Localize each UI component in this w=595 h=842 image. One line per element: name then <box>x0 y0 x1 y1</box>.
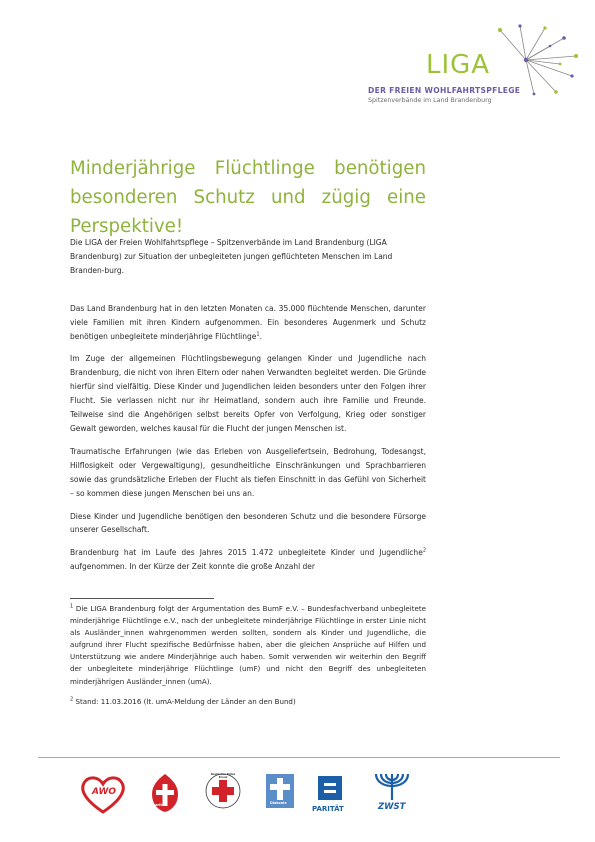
footnote-1-marker: 1 <box>70 603 74 610</box>
document-title: Minderjährige Flüchtlinge benötigen besonderen Schutz und zügig eine Perspektive! <box>70 158 426 238</box>
menorah-icon <box>372 770 412 802</box>
drk-label: Deutsches Rotes Kreuz <box>210 773 236 779</box>
awo-label: AWO <box>92 787 117 797</box>
awo-logo <box>80 774 126 818</box>
footnote-1-text: Die LIGA Brandenburg folgt der Argumentation des BumF e.V. – Bundesfachverband unbegleitete minderjährige Flüchtlinge e.V., nach der unbegleitete minderjährige Flüchtlinge in erster Linie nicht als Ausländer_innen wahrgenommen werden sollten, sondern als Kinder und Jugendliche, die aufgrund ihrer Flucht spezifische Bedürfnisse haben, aber die gleichen Ansprüche auf Hilfen und Unterstützung wie andere Minderjährige auch haben. Somit verwenden wir weiterhin den Begriff der unbegleitete minderjährige Flüchtlinge (umF) und nicht den Begriff des unbegleiteten minderjährigen Ausländer_innen (umA). <box>70 604 426 686</box>
zwst-label: ZWST <box>378 802 406 812</box>
flame-cross-icon <box>148 772 182 814</box>
logo-tagline: Spitzenverbände im Land Brandenburg <box>368 97 492 104</box>
footnotes <box>70 603 426 716</box>
diakonie-label: Diakonie <box>270 801 287 805</box>
zwst-logo <box>372 770 412 812</box>
footnote-1 <box>70 603 426 688</box>
paragraph-2: Im Zuge der allgemeinen Flüchtlingsbewegung gelangen Kinder und Jugendliche nach Brandenburg, die nicht von ihren Eltern oder nahen Verwandten begleitet werden. Die Gründe hierfür sind vielfältig. Diese Kinder und Jugendlichen leiden besonders unter den Folgen ihrer Flucht. Sie verlassen nicht nur ihr Heimatland, sondern auch ihre Familie und Freunde. Teilweise sind die Angehörigen selbst bereits Opfer von Verfolgung, Krieg oder sonstiger Gewalt geworden, welches kausal für die Flucht der jungen Menschen ist. <box>70 354 426 433</box>
member-logos <box>60 770 540 820</box>
footnote-2-text: Stand: 11.03.2016 (lt. umA-Meldung der Länder an den Bund) <box>73 696 296 706</box>
paragraph-5-text: Brandenburg hat im Laufe des Jahres 2015 1.472 unbegleitete Kinder und Jugendliche <box>70 548 423 558</box>
diakonie-logo <box>264 772 296 816</box>
paragraph-5-end: aufgenommen. In der Kürze der Zeit konnte die große Anzahl der <box>70 562 316 572</box>
footnote-2 <box>70 696 426 708</box>
footer-divider <box>38 757 560 758</box>
paragraph-3: Traumatische Erfahrungen (wie das Erleben von Ausgeliefertsein, Bedrohung, Todesangst, Hilflosigkeit oder Vergewaltigung), gesundheitliche Einschränkungen und Sprachbarrieren sowie das grundsätzliche Erleben der Flucht als tiefen Einschnitt in das Gefühl von Sicherheit – so kommen diese jungen Menschen bei uns an. <box>70 446 426 498</box>
caritas-label: caritas <box>153 803 167 807</box>
logo-subtitle: DER FREIEN WOHLFAHRTSPFLEGE <box>368 86 521 95</box>
drk-logo <box>204 770 242 816</box>
footnote-ref-1: 1 <box>256 331 260 338</box>
intro-paragraph: Die LIGA der Freien Wohlfahrtspflege – Spitzenverbände im Land Brandenburg (LIGA Brandenburg) zur Situation der unbegleiteten jungen geflüchteten Menschen im Land Branden-burg. <box>70 238 393 275</box>
paragraph-1 <box>70 302 426 344</box>
paritaet-label: PARITÄT <box>312 805 344 813</box>
logo-word: LIGA <box>426 50 491 80</box>
footnote-divider <box>70 598 214 599</box>
paragraph-1-text: Das Land Brandenburg hat in den letzten Monaten ca. 35.000 flüchtende Menschen, darunter viele Familien mit ihren Kindern aufgenommen. Ein besonderes Augenmerk und Schutz benötigen unbegleitete minderjährige Flüchtlinge <box>70 303 426 341</box>
paritaet-logo <box>312 774 344 813</box>
paragraph-4: Diese Kinder und Jugendliche benötigen den besonderen Schutz und die besondere Fürsorge unserer Gesellschaft. <box>70 511 426 535</box>
paragraph-1-end: . <box>259 331 262 341</box>
footnote-2-marker: 2 <box>70 696 74 703</box>
paragraph-5 <box>70 546 426 574</box>
equals-icon <box>316 774 344 802</box>
caritas-logo <box>148 772 182 818</box>
footnote-ref-2: 2 <box>422 547 426 554</box>
document-body <box>70 236 426 583</box>
diakonie-cross-icon <box>264 772 296 812</box>
